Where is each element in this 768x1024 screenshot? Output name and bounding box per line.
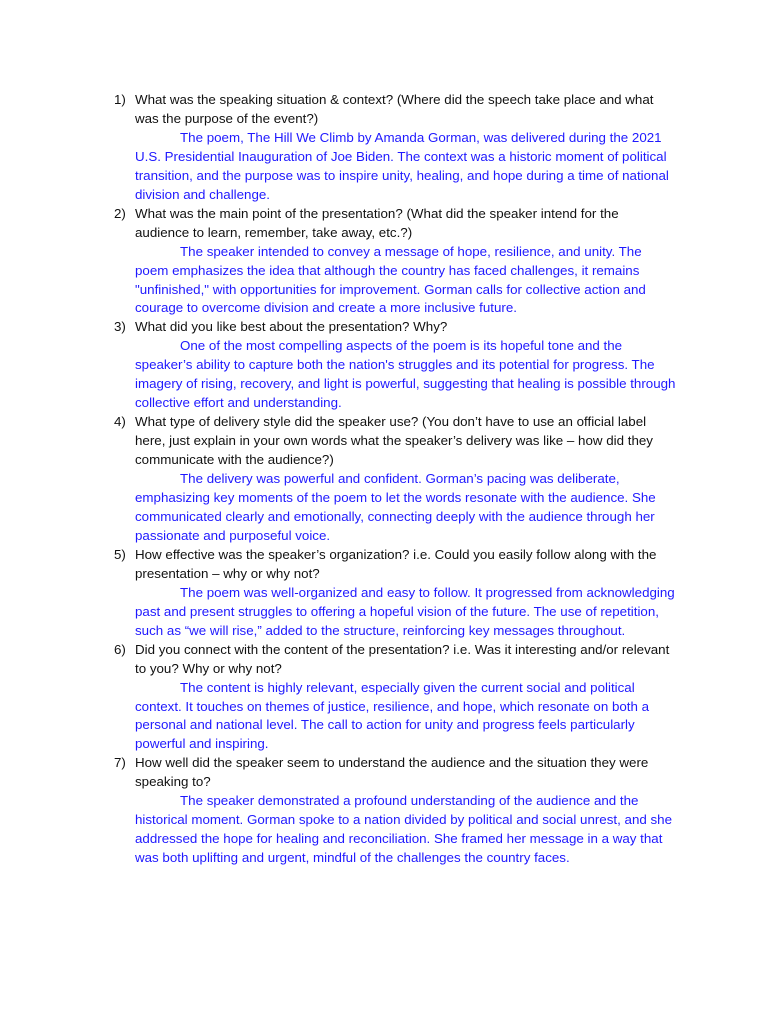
list-item-6	[114, 641, 676, 755]
question-text: What type of delivery style did the speaker use? (You don’t have to use an official label here, just explain in your own words what the speaker’s delivery was like – how did they communicate with the audience?)	[135, 414, 653, 468]
list-item-3	[114, 318, 676, 413]
answer-text: The speaker demonstrated a profound understanding of the audience and the historical moment. Gorman spoke to a nation divided by political and social unrest, and she addressed the hope for healing and reconciliation. She framed her message in a way that was both uplifting and urgent, mindful of the challenges the country faces.	[135, 793, 673, 866]
question-number: 3)	[114, 319, 126, 335]
question-number: 1)	[114, 92, 126, 107]
list-item-2	[114, 205, 676, 319]
question-number: 5)	[114, 546, 126, 562]
question-answer-list	[114, 91, 676, 868]
list-item-5	[114, 546, 676, 641]
question-number: 6)	[114, 641, 126, 657]
question-text: What was the main point of the presentation? (What did the speaker intend for the audience to learn, remember, take away, etc.?)	[135, 205, 619, 240]
question-number: 2)	[114, 205, 126, 221]
question-text: Did you connect with the content of the presentation? i.e. Was it interesting and/or relevant to you? Why or why not?	[135, 641, 670, 676]
question-text: How effective was the speaker’s organization? i.e. Could you easily follow along with the presentation – why or why not?	[135, 546, 657, 581]
question-text: How well did the speaker seem to understand the audience and the situation they were speaking to?	[135, 755, 649, 790]
answer-text: The delivery was powerful and confident. Gorman’s pacing was deliberate, emphasizing key moments of the poem to let the words resonate with the audience. She communicated clearly and emotionally, connecting deeply with the audience through her passionate and purposeful voice.	[135, 471, 656, 543]
answer-text: The speaker intended to convey a message of hope, resilience, and unity. The poem emphasizes the idea that although the country has faced challenges, it remains "unfinished," with opportunities for improvement. Gorman calls for collective action and courage to overcome division and create a more inclusive future.	[135, 243, 646, 316]
list-item-4	[114, 413, 676, 546]
question-text: What did you like best about the presentation? Why?	[135, 319, 448, 335]
answer-text: The content is highly relevant, especially given the current social and political context. It touches on themes of justice, resilience, and hope, which resonate on both a personal and national level. The call to action for unity and progress feels particularly powerful and inspiring.	[135, 679, 650, 752]
question-number: 4)	[114, 414, 126, 430]
answer-text: The poem, The Hill We Climb by Amanda Gorman, was delivered during the 2021 U.S. Presidential Inauguration of Joe Biden. The context was a historic moment of political transition, and the purpose was to inspire unity, healing, and hope during a time of national division and challenge.	[135, 129, 669, 202]
question-number: 7)	[114, 755, 126, 771]
answer-text: The poem was well-organized and easy to follow. It progressed from acknowledging past and present struggles to offering a hopeful vision of the future. The use of repetition, such as “we will rise,” added to the structure, reinforcing key messages throughout.	[135, 584, 675, 638]
question-text: What was the speaking situation & context? (Where did the speech take place and what was the purpose of the event?)	[135, 92, 654, 126]
list-item-7	[114, 754, 676, 868]
answer-text: One of the most compelling aspects of the poem is its hopeful tone and the speaker’s ability to capture both the nation's struggles and its potential for progress. The imagery of rising, recovery, and light is powerful, suggesting that healing is possible through collective effort and understanding.	[135, 338, 676, 411]
list-item-1	[114, 91, 676, 205]
